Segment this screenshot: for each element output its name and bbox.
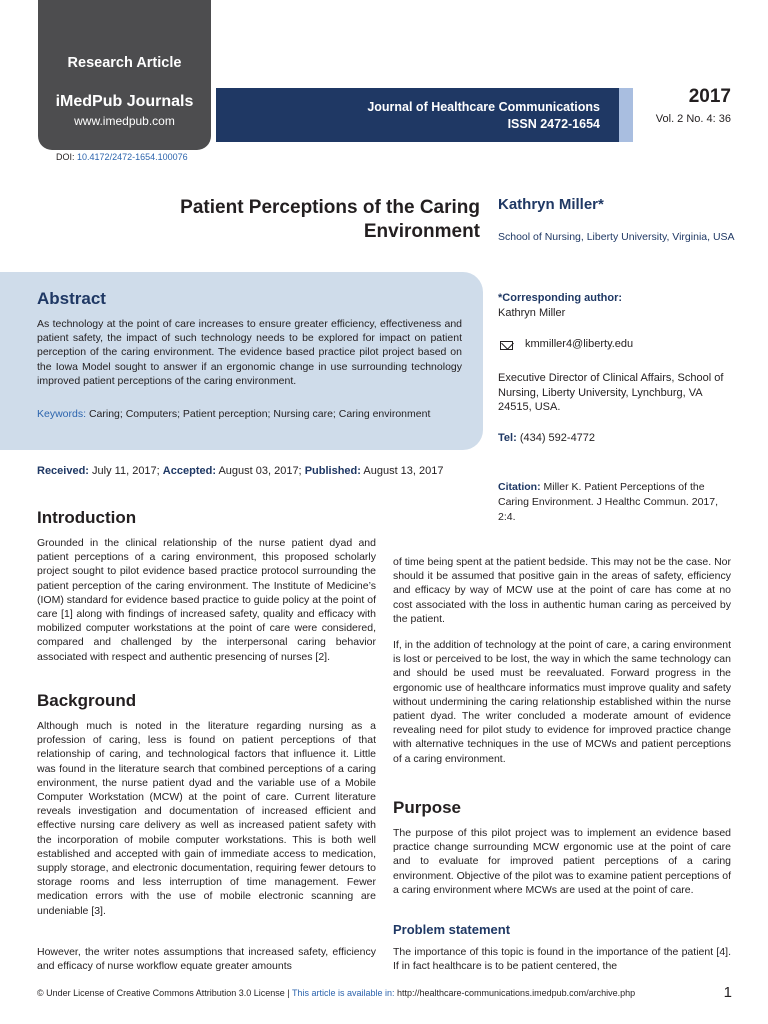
problem-statement-text: The importance of this topic is found in the importance of the patient [4]. If in fact healthcare is to be patient centered, the <box>393 946 731 973</box>
accepted-label: Accepted: <box>162 465 216 477</box>
issue-volume: Vol. 2 No. 4: 36 <box>655 113 731 125</box>
corresponding-tel <box>498 432 595 444</box>
accepted-date: August 03, 2017; <box>218 465 302 477</box>
published-date: August 13, 2017 <box>363 465 444 477</box>
page-number: 1 <box>723 984 732 1001</box>
background-paragraph-2: However, the writer notes assumptions that increased safety, efficiency and efficacy of nurse workflow equate greater amounts <box>37 946 376 973</box>
publisher-url[interactable]: www.imedpub.com <box>74 114 175 128</box>
corresponding-email[interactable]: kmmiller4@liberty.edu <box>525 338 634 350</box>
citation-text: Miller K. Patient Perceptions of the Caring Environment. J Healthc Commun. 2017, 2:4. <box>498 481 719 523</box>
doi-link[interactable]: 10.4172/2472-1654.100076 <box>77 152 188 162</box>
purpose-heading: Purpose <box>393 798 462 817</box>
journal-issn: ISSN 2472-1654 <box>507 117 600 131</box>
keywords-label: Keywords: <box>37 408 87 420</box>
journal-name: Journal of Healthcare Communications <box>367 100 600 114</box>
tel-label: Tel: <box>498 432 517 444</box>
abstract-text: As technology at the point of care increases to ensure greater efficiency, effectiveness and patient safety, the impact of such technology needs to be explored for impact on patient perception of the caring environment. The evidence based practice pilot project based on the Iowa Model sought to answer if an ergonomic change in use surrounding technology improved patient perceptions of the caring environment. <box>37 318 462 387</box>
corresponding-name: Kathryn Miller <box>498 307 566 319</box>
archive-url[interactable]: http://healthcare-communications.imedpub.com/archive.php <box>397 988 636 998</box>
introduction-heading: Introduction <box>37 508 137 527</box>
article-title-line1: Patient Perceptions of the Caring <box>180 197 480 218</box>
citation-label: Citation: <box>498 481 541 493</box>
keywords-text: Caring; Computers; Patient perception; Nursing care; Caring environment <box>88 408 431 420</box>
tel-number: (434) 592-4772 <box>519 432 596 444</box>
article-title <box>150 196 480 244</box>
corresponding-heading: *Corresponding author: <box>498 292 623 304</box>
journal-banner-stripe <box>619 88 633 142</box>
introduction-text: Grounded in the clinical relationship of the nurse patient dyad and patient perceptions of a caring environment, this proposed scholarly project sought to pilot evidence based practice protocol surrounding the patient perception of the caring environment. The Institute of Medicine’s (IOM) standard for evidence based practice to guide policy at the point of care [1] along with findings of increased safety, quality and efficacy with mobilized computer workstations at the point of care were considered, compared and challenged by the interpersonal caring behavior associated with respect and authentic presencing of nurses [2]. <box>37 537 376 663</box>
keywords <box>37 407 462 421</box>
publisher-badge <box>38 0 211 150</box>
issue-year: 2017 <box>688 86 731 107</box>
received-date: July 11, 2017; <box>92 465 160 477</box>
abstract-heading: Abstract <box>37 289 106 308</box>
author-affiliation: School of Nursing, Liberty University, Virginia, USA <box>498 231 735 243</box>
background-paragraph-1: Although much is noted in the literature regarding nursing as a profession of caring, less is found on patient perceptions of that relationship of caring, and technological factors that influence it. Little was found in the literature search that combined perceptions of a caring environment, the nurse patient dyad and the variable use of a Mobile Computer Workstation (MCW) at the point of care. Current literature reveals investigation and documentation of increased efficient and effective nursing care delivery as well as increased patient safety with the incorporation of mobile computer workstations. This is both well established and accepted with gain of immediate access to medication, supply storage, and electronic documentation, requiring fewer detours to storage rooms and less interruption of time management. Fewer medication errors with the use of mobile electronic scanning are undeniable [3]. <box>37 720 376 917</box>
right-paragraph-1: of time being spent at the patient bedside. This may not be the case. Nor should it be assumed that positive gain in the areas of safety, efficiency and efficacy by way of MCW use at the point of care has come at no cost associated with the loss in authentic human caring as perceived by the patient. <box>393 556 731 625</box>
author-name: Kathryn Miller* <box>498 196 604 213</box>
background-heading: Background <box>37 691 137 710</box>
article-type: Research Article <box>67 55 182 71</box>
footer-license <box>37 988 635 998</box>
envelope-icon <box>500 341 513 350</box>
article-title-line2: Environment <box>363 221 480 242</box>
availability-label: This article is available in: <box>291 988 395 998</box>
right-paragraph-2: If, in the addition of technology at the point of care, a caring environment is lost or perceived to be lost, the way in which the same technology can and should be used must be reevaluated. Forward progress in the ergonomic use of healthcare informatics must improve quality and safety without undermining the caring relationship established within the nurse patient dyad. The writer concluded a moderate amount of evidence revealing need for pilot study to evidence for improved practice change with alternative techniques in the use of MCWs and patient perceptions of a caring environment. <box>393 639 731 765</box>
publisher-name: iMedPub Journals <box>55 93 194 110</box>
citation <box>498 480 736 525</box>
purpose-text: The purpose of this pilot project was to implement an evidence based practice change surrounding MCW ergonomic use at the point of care and to evaluate for improved patient perceptions of a caring environment. Objective of the pilot was to examine patient perceptions of a caring environment where MCWs are used at the point of care. <box>393 827 731 896</box>
problem-statement-heading: Problem statement <box>393 922 511 937</box>
license-text: © Under License of Creative Commons Attribution 3.0 License | <box>37 988 290 998</box>
received-label: Received: <box>37 465 89 477</box>
doi <box>56 152 188 162</box>
journal-banner <box>216 88 619 142</box>
published-label: Published: <box>304 465 361 477</box>
article-dates <box>37 465 444 477</box>
doi-label: DOI: <box>56 152 75 162</box>
corresponding-address: Executive Director of Clinical Affairs, School of Nursing, Liberty University, Lynchburg, VA 24515, USA. <box>498 372 724 413</box>
